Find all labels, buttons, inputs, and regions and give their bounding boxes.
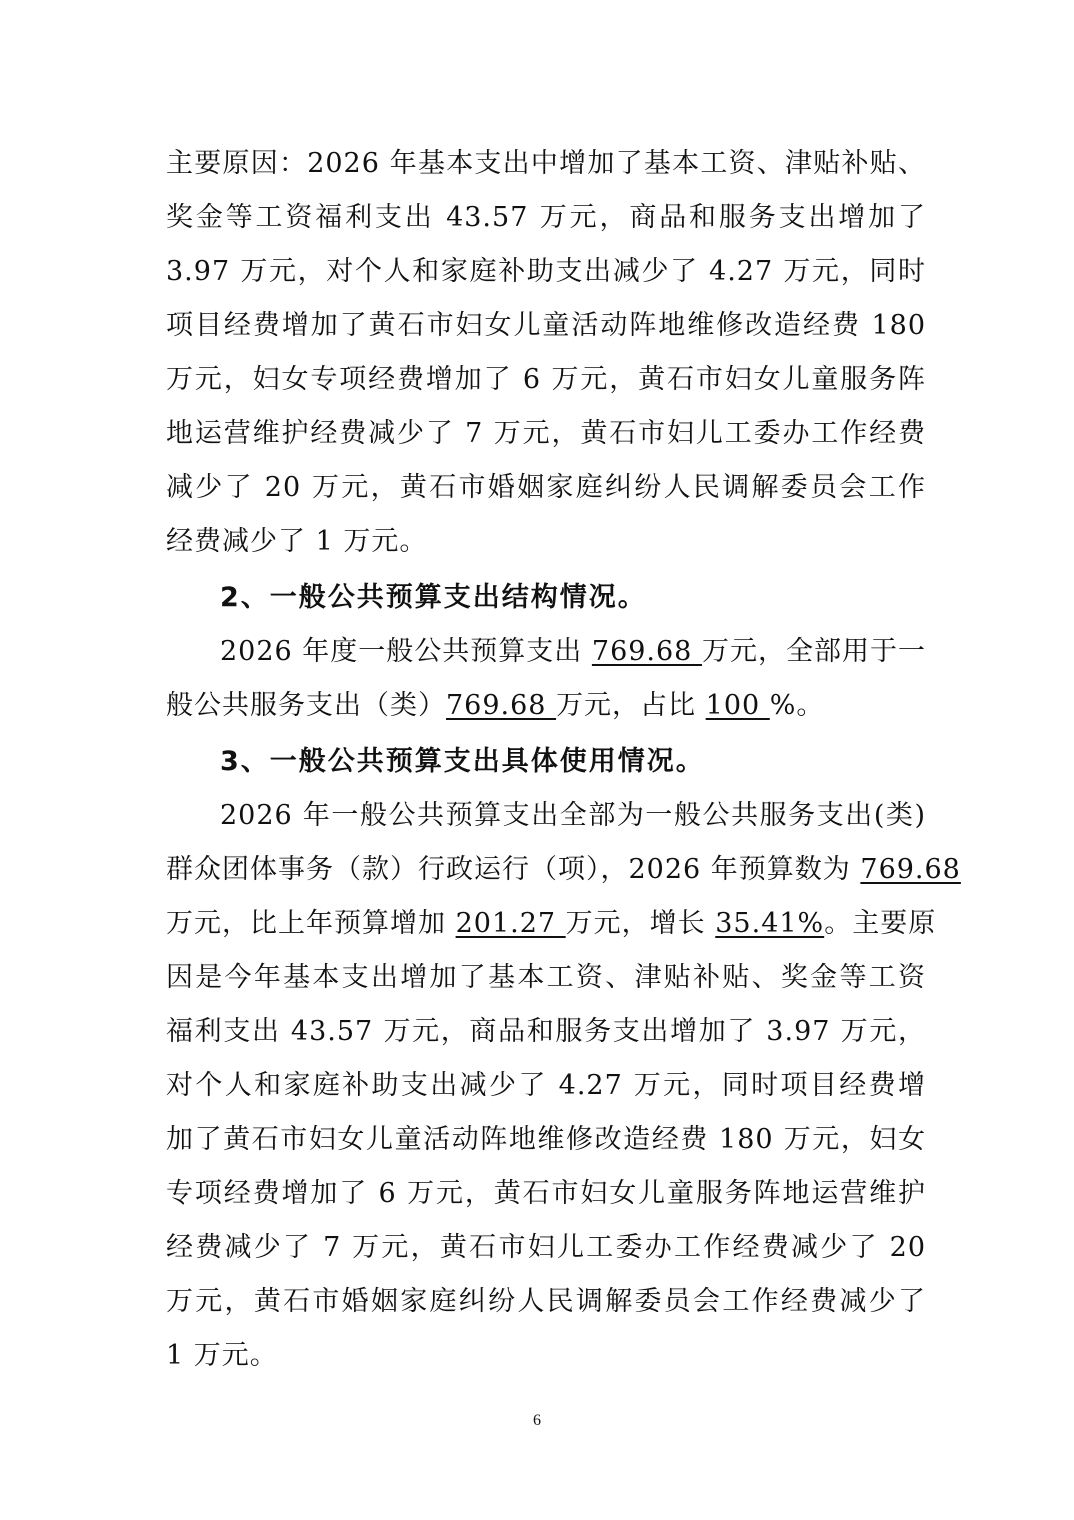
budget-value: 769.68 — [860, 854, 961, 885]
paragraph-line: 经费减少了 7 万元，黄石市妇儿工委办工作经费减少了 20 — [166, 1232, 926, 1263]
text: 万元，比上年预算增加 — [166, 908, 456, 939]
percentage-value: 100 — [705, 690, 770, 721]
paragraph-line: 万元，妇女专项经费增加了 6 万元，黄石市妇女儿童服务阵 — [166, 364, 926, 395]
text: 般公共服务支出（类） — [166, 690, 446, 721]
section3-line-3 — [166, 906, 937, 942]
budget-value: 769.68 — [591, 636, 702, 667]
paragraph-line: 奖金等工资福利支出 43.57 万元，商品和服务支出增加了 — [166, 202, 926, 233]
text: 群众团体事务（款）行政运行（项），2026 年预算数为 — [166, 854, 861, 885]
paragraph-line: 万元，黄石市婚姻家庭纠纷人民调解委员会工作经费减少了 — [166, 1286, 926, 1317]
section2-line-1 — [220, 634, 926, 670]
page-number: 6 — [533, 1412, 541, 1429]
paragraph-line: 对个人和家庭补助支出减少了 4.27 万元，同时项目经费增 — [166, 1070, 926, 1101]
paragraph-line: 3.97 万元，对个人和家庭补助支出减少了 4.27 万元，同时 — [166, 256, 926, 287]
budget-value: 769.68 — [446, 690, 557, 721]
text: %。 — [769, 690, 825, 721]
paragraph-line: 减少了 20 万元，黄石市婚姻家庭纠纷人民调解委员会工作 — [166, 472, 926, 503]
paragraph-line: 1 万元。 — [166, 1340, 278, 1371]
paragraph-line: 加了黄石市妇女儿童活动阵地维修改造经费 180 万元，妇女 — [166, 1124, 926, 1155]
section2-line-2 — [166, 688, 926, 724]
section-heading: 2、一般公共预算支出结构情况。 — [220, 582, 647, 613]
text: 2026 年度一般公共预算支出 — [220, 636, 592, 667]
section3-line-1: 2026 年一般公共预算支出全部为一般公共服务支出(类) — [220, 800, 926, 831]
paragraph-line: 福利支出 43.57 万元，商品和服务支出增加了 3.97 万元， — [166, 1016, 926, 1047]
growth-percentage: 35.41% — [715, 908, 825, 939]
text: 万元，全部用于一 — [701, 636, 926, 667]
text: 。主要原 — [824, 908, 937, 939]
paragraph-line: 因是今年基本支出增加了基本工资、津贴补贴、奖金等工资 — [166, 962, 926, 993]
section3-line-2 — [166, 852, 961, 888]
paragraph-line: 主要原因：2026 年基本支出中增加了基本工资、津贴补贴、 — [166, 148, 926, 179]
paragraph-line: 地运营维护经费减少了 7 万元，黄石市妇儿工委办工作经费 — [166, 418, 926, 449]
increase-value: 201.27 — [455, 908, 566, 939]
text: 万元，增长 — [565, 908, 716, 939]
paragraph-line: 项目经费增加了黄石市妇女儿童活动阵地维修改造经费 180 — [166, 310, 926, 341]
section-heading: 3、一般公共预算支出具体使用情况。 — [220, 746, 705, 777]
text: 万元，占比 — [556, 690, 706, 721]
paragraph-line: 专项经费增加了 6 万元，黄石市妇女儿童服务阵地运营维护 — [166, 1178, 926, 1209]
paragraph-line: 经费减少了 1 万元。 — [166, 526, 428, 557]
